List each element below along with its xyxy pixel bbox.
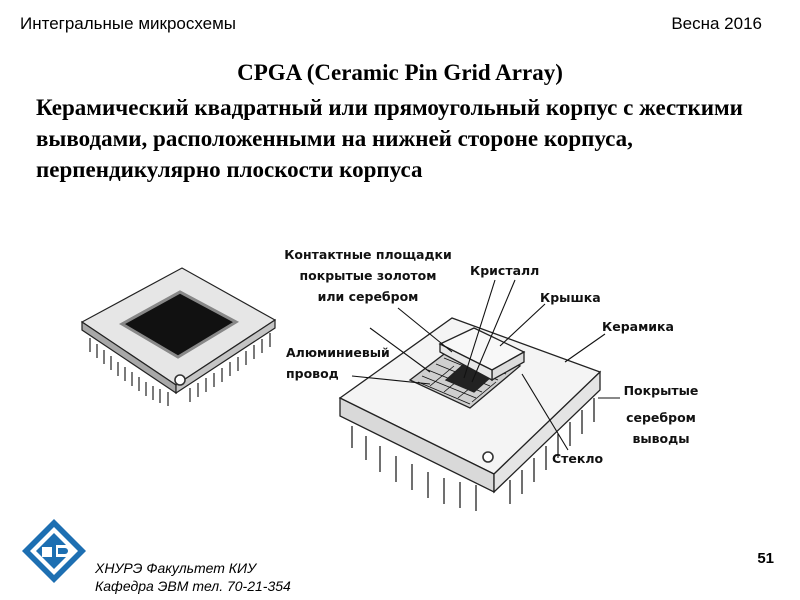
- label-contact-pads: Контактные площадки покрытые золотом или серебром: [284, 247, 452, 304]
- page-number: 51: [757, 550, 774, 567]
- left-package: [82, 268, 275, 393]
- label-ceramic: Керамика: [602, 319, 674, 334]
- label-silver-pins: Покрытые серебром выводы: [623, 383, 699, 446]
- slide-title: CPGA (Ceramic Pin Grid Array): [237, 60, 563, 85]
- label-lid: Крышка: [540, 290, 601, 305]
- course-title: Интегральные микросхемы: [20, 14, 237, 33]
- label-aluminum-wire: Алюминиевый провод: [286, 345, 390, 381]
- slide-description: Керамический квадратный или прямоугольный корпус с жесткими выводами, расположенными на нижней стороне корпуса, перпендикулярно плоскости корпуса: [36, 95, 743, 182]
- label-crystal: Кристалл: [470, 263, 540, 278]
- label-glass: Стекло: [552, 451, 604, 466]
- footer-department: Кафедра ЭВМ тел. 70-21-354: [95, 578, 291, 594]
- university-logo: [20, 517, 88, 585]
- term-label: Весна 2016: [671, 14, 762, 33]
- footer-university: ХНУРЭ Факультет КИУ: [95, 560, 257, 576]
